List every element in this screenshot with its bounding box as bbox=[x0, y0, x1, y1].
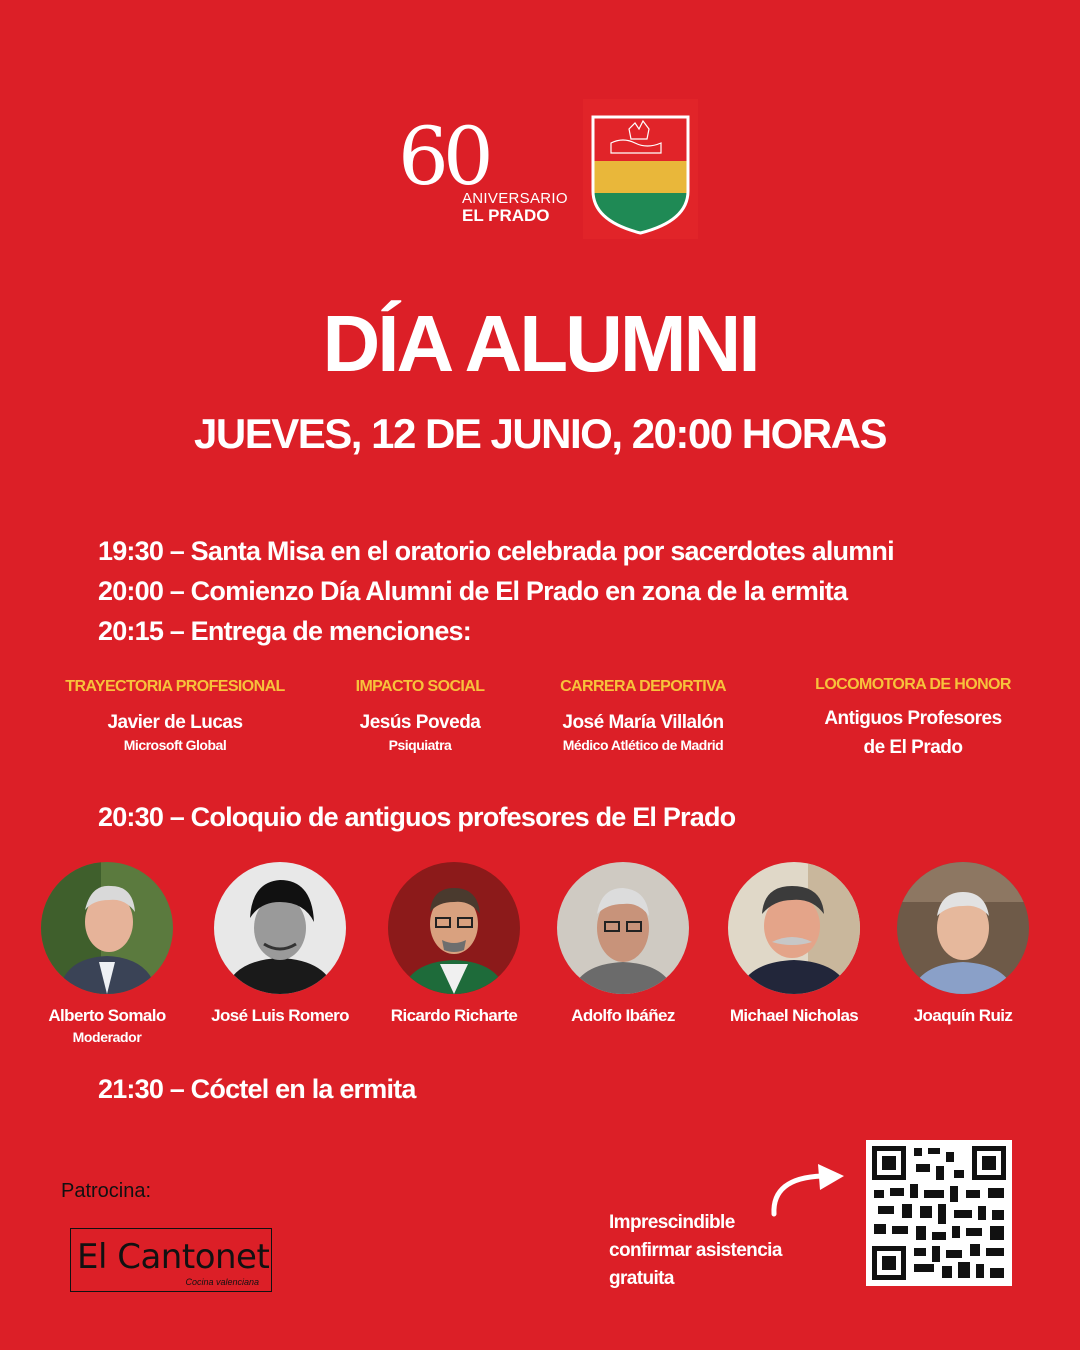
award-category: LOCOMOTORA DE HONOR bbox=[815, 676, 1011, 693]
rsvp-line-1: Imprescindible bbox=[609, 1212, 735, 1233]
schedule-item-awards: 20:15 – Entrega de menciones: bbox=[98, 616, 471, 646]
award-deportiva bbox=[530, 678, 756, 753]
sponsor-logo bbox=[70, 1228, 272, 1292]
award-impacto bbox=[320, 678, 520, 753]
speaker-name: Michael Nicholas bbox=[729, 1006, 859, 1025]
award-category: IMPACTO SOCIAL bbox=[355, 678, 485, 695]
school-crest-icon bbox=[583, 99, 698, 239]
speaker-name: Ricardo Richarte bbox=[390, 1006, 518, 1025]
speaker-2 bbox=[195, 862, 365, 1026]
speaker-4 bbox=[538, 862, 708, 1026]
rsvp-line-3: gratuita bbox=[609, 1268, 674, 1289]
rsvp-note bbox=[609, 1209, 782, 1293]
award-name: José María Villalón bbox=[562, 712, 724, 733]
anniversary-label: ANIVERSARIO bbox=[462, 190, 568, 207]
speaker-3 bbox=[369, 862, 539, 1026]
award-role: Psiquiatra bbox=[388, 737, 452, 753]
speaker-photo bbox=[388, 862, 520, 994]
speaker-5 bbox=[709, 862, 879, 1026]
anniversary-logo bbox=[398, 110, 578, 228]
speaker-photo bbox=[728, 862, 860, 994]
schedule-item-mass: 19:30 – Santa Misa en el oratorio celebrada por sacerdotes alumni bbox=[98, 536, 894, 566]
event-date: JUEVES, 12 DE JUNIO, 20:00 HORAS bbox=[194, 410, 886, 457]
anniversary-number: 60 bbox=[398, 110, 488, 203]
award-category: TRAYECTORIA PROFESIONAL bbox=[65, 678, 285, 695]
award-name: Javier de Lucas bbox=[107, 712, 243, 733]
rsvp-line-2: confirmar asistencia bbox=[609, 1240, 782, 1261]
award-category: CARRERA DEPORTIVA bbox=[560, 678, 726, 695]
qr-code-icon[interactable] bbox=[866, 1140, 1012, 1286]
sponsor-tagline: Cocina valenciana bbox=[185, 1277, 259, 1287]
speaker-1 bbox=[22, 862, 192, 1045]
speaker-name: Alberto Somalo bbox=[48, 1006, 166, 1025]
arrow-icon bbox=[766, 1160, 850, 1225]
award-name-line1: Antiguos Profesores bbox=[824, 708, 1002, 729]
speaker-photo bbox=[214, 862, 346, 994]
schedule-item-colloquium: 20:30 – Coloquio de antiguos profesores de El Prado bbox=[98, 802, 736, 832]
speaker-photo bbox=[41, 862, 173, 994]
speaker-name: José Luis Romero bbox=[211, 1006, 349, 1025]
schedule-item-cocktail: 21:30 – Cóctel en la ermita bbox=[98, 1074, 416, 1104]
speaker-6 bbox=[878, 862, 1048, 1026]
sponsor-name: El Cantonet bbox=[77, 1237, 270, 1277]
speaker-photo bbox=[897, 862, 1029, 994]
speaker-name: Joaquín Ruiz bbox=[913, 1006, 1013, 1025]
speaker-role: Moderador bbox=[72, 1029, 142, 1045]
sponsor-label: Patrocina: bbox=[61, 1180, 152, 1202]
award-name-line2: de El Prado bbox=[863, 737, 963, 758]
award-role: Médico Atlético de Madrid bbox=[562, 737, 724, 753]
award-locomotora bbox=[790, 676, 1036, 762]
event-title: DÍA ALUMNI bbox=[322, 299, 758, 388]
speaker-photo bbox=[557, 862, 689, 994]
school-name: EL PRADO bbox=[462, 206, 550, 225]
award-trayectoria bbox=[50, 678, 300, 753]
speaker-name: Adolfo Ibáñez bbox=[571, 1006, 675, 1025]
schedule-item-start: 20:00 – Comienzo Día Alumni de El Prado en zona de la ermita bbox=[98, 576, 848, 606]
award-name: Jesús Poveda bbox=[359, 712, 481, 733]
award-name bbox=[790, 704, 1036, 762]
award-role: Microsoft Global bbox=[123, 737, 227, 753]
